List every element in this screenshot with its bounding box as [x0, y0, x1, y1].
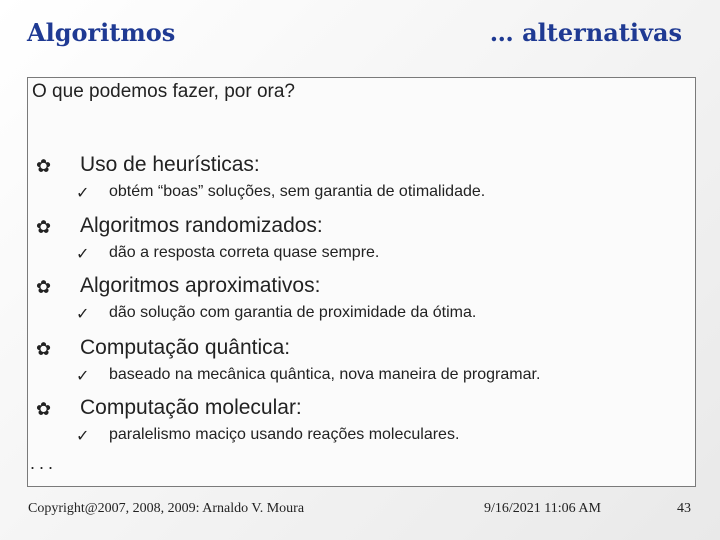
- item-label: Algoritmos randomizados:: [80, 214, 323, 237]
- checkmark-icon: ✓: [76, 426, 90, 445]
- intro-text: O que podemos fazer, por ora?: [32, 81, 295, 102]
- item-sub: baseado na mecânica quântica, nova maneira de programar.: [109, 366, 541, 383]
- checkmark-icon: ✓: [76, 183, 90, 202]
- footer-date: 9/16/2021 11:06 AM: [484, 501, 601, 516]
- item-sub: obtém “boas” soluções, sem garantia de otimalidade.: [109, 183, 486, 200]
- item-sub: dão solução com garantia de proximidade da ótima.: [109, 304, 477, 321]
- footer-copyright: Copyright@2007, 2008, 2009: Arnaldo V. Moura: [28, 501, 305, 516]
- item-label: Uso de heurísticas:: [80, 153, 260, 176]
- content-box: [27, 77, 696, 487]
- item-label: Computação quântica:: [80, 336, 291, 359]
- page-number: 43: [677, 501, 691, 516]
- checkmark-icon: ✓: [76, 366, 90, 385]
- item-sub: dão a resposta correta quase sempre.: [109, 244, 380, 261]
- item-label: Computação molecular:: [80, 396, 302, 419]
- item-sub: paralelismo maciço usando reações moleculares.: [109, 426, 460, 443]
- flower-bullet-icon: ✿: [36, 339, 52, 360]
- checkmark-icon: ✓: [76, 244, 90, 263]
- flower-bullet-icon: ✿: [36, 399, 52, 420]
- item-label: Algoritmos aproximativos:: [80, 274, 321, 297]
- checkmark-icon: ✓: [76, 304, 90, 323]
- flower-bullet-icon: ✿: [36, 156, 52, 177]
- slide-title: Algoritmos: [27, 18, 176, 47]
- ellipsis-text: ...: [30, 453, 58, 473]
- flower-bullet-icon: ✿: [36, 217, 52, 238]
- flower-bullet-icon: ✿: [36, 277, 52, 298]
- slide-title-right: … alternativas: [489, 18, 682, 47]
